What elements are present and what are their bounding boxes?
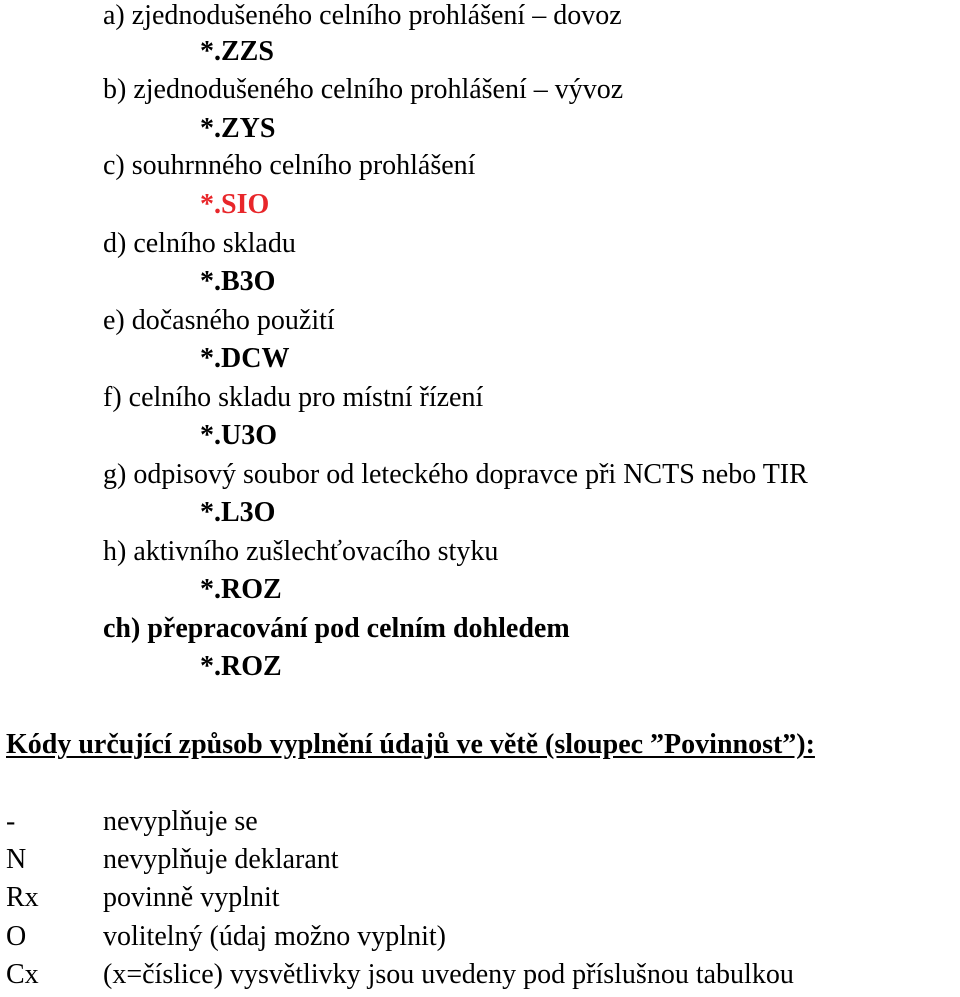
item-a-label: a) zjednodušeného celního prohlášení – dovoz	[103, 0, 622, 31]
item-e-code: *.DCW	[200, 343, 290, 374]
item-h-label: h) aktivního zušlechťovacího styku	[103, 536, 499, 567]
item-d-label: d) celního skladu	[103, 228, 296, 259]
codes-heading: Kódy určující způsob vyplnění údajů ve větě (sloupec ”Povinnost”):	[6, 729, 815, 760]
legend-code-cx: Cx	[6, 959, 39, 990]
item-b-label: b) zjednodušeného celního prohlášení – vývoz	[103, 74, 624, 105]
item-g-label: g) odpisový soubor od leteckého dopravce při NCTS nebo TIR	[103, 459, 808, 490]
item-c-label: c) souhrnného celního prohlášení	[103, 150, 476, 181]
legend-desc-n: nevyplňuje deklarant	[103, 844, 339, 875]
legend-code-dash: -	[6, 806, 16, 837]
legend-desc-o: volitelný (údaj možno vyplnit)	[103, 921, 446, 952]
legend-desc-rx: povinně vyplnit	[103, 882, 280, 913]
item-d-code: *.B3O	[200, 266, 276, 297]
item-g-code: *.L3O	[200, 497, 276, 528]
item-e-label: e) dočasného použití	[103, 305, 335, 336]
item-ch-code: *.ROZ	[200, 651, 282, 682]
item-f-label: f) celního skladu pro místní řízení	[103, 382, 484, 413]
item-f-code: *.U3O	[200, 420, 277, 451]
item-ch-label: ch) přepracování pod celním dohledem	[103, 613, 570, 644]
item-c-code: *.SIO	[200, 189, 270, 220]
legend-code-o: O	[6, 921, 27, 952]
legend-code-rx: Rx	[6, 882, 39, 913]
item-b-code: *.ZYS	[200, 113, 276, 144]
legend-desc-dash: nevyplňuje se	[103, 806, 258, 837]
legend-code-n: N	[6, 844, 27, 875]
item-h-code: *.ROZ	[200, 574, 282, 605]
legend-desc-cx: (x=číslice) vysvětlivky jsou uvedeny pod příslušnou tabulkou	[103, 959, 794, 990]
item-a-code: *.ZZS	[200, 36, 274, 67]
